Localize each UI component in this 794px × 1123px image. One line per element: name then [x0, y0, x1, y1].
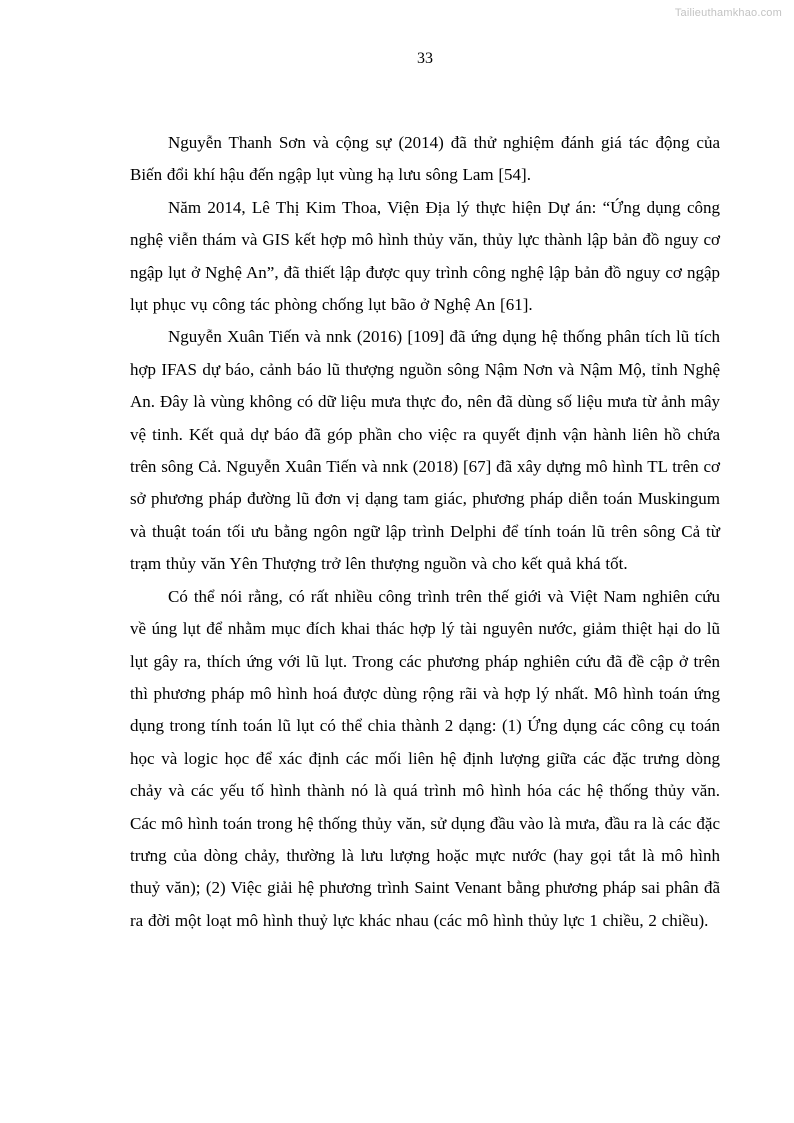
page-number: 33	[417, 50, 433, 67]
paragraph-4: Có thể nói rằng, có rất nhiều công trình trên thế giới và Việt Nam nghiên cứu về úng lụt để nhằm mục đích khai thác hợp lý tài nguyên nước, giảm thiệt hại do lũ lụt gây ra, thích ứng với lũ lụt. Trong các phương pháp nghiên cứu đã đề cập ở trên thì phương pháp mô hình hoá được dùng rộng rãi và hợp lý nhất. Mô hình toán ứng dụng trong tính toán lũ lụt có thể chia thành 2 dạng: (1) Ứng dụng các công cụ toán học và logic học để xác định các mối liên hệ định lượng giữa các đặc trưng dòng chảy và các yếu tố hình thành nó là quá trình mô hình hóa các hệ thống thủy văn. Các mô hình toán trong hệ thống thủy văn, sử dụng đầu vào là mưa, đầu ra là các đặc trưng của dòng chảy, thường là lưu lượng hoặc mực nước (hay gọi tắt là mô hình thuỷ văn); (2) Việc giải hệ phương trình Saint Venant bằng phương pháp sai phân đã ra đời một loạt mô hình thuỷ lực khác nhau (các mô hình thủy lực 1 chiều, 2 chiều).	[130, 586, 720, 930]
paragraph-3: Nguyễn Xuân Tiến và nnk (2016) [109] đã ứng dụng hệ thống phân tích lũ tích hợp IFAS dự báo, cảnh báo lũ thượng nguồn sông Nậm Nơn và Nậm Mộ, tỉnh Nghệ An. Đây là vùng không có dữ liệu mưa thực đo, nên đã dùng số liệu mưa từ ảnh mây vệ tinh. Kết quả dự báo đã góp phần cho việc ra quyết định vận hành liên hồ chứa trên sông Cả. Nguyễn Xuân Tiến và nnk (2018) [67] đã xây dựng mô hình TL trên cơ sở phương pháp đường lũ đơn vị dạng tam giác, phương pháp diễn toán Muskingum và thuật toán tối ưu bằng ngôn ngữ lập trình Delphi để tính toán lũ trên sông Cả từ trạm thủy văn Yên Thượng trở lên thượng nguồn và cho kết quả khá tốt.	[130, 327, 720, 574]
paragraph-2: Năm 2014, Lê Thị Kim Thoa, Viện Địa lý thực hiện Dự án: “Ứng dụng công nghệ viễn thám và GIS kết hợp mô hình thủy văn, thủy lực thành lập bản đồ nguy cơ ngập lụt ở Nghệ An”, đã thiết lập được quy trình công nghệ lập bản đồ nguy cơ ngập lụt phục vụ công tác phòng chống lụt bão ở Nghệ An [61].	[130, 197, 720, 315]
watermark-text: Tailieuthamkhao.com	[674, 7, 782, 19]
document-content	[130, 127, 720, 937]
paragraph-1: Nguyễn Thanh Sơn và cộng sự (2014) đã thử nghiệm đánh giá tác động của Biến đổi khí hậu đến ngập lụt vùng hạ lưu sông Lam [54].	[130, 133, 720, 185]
